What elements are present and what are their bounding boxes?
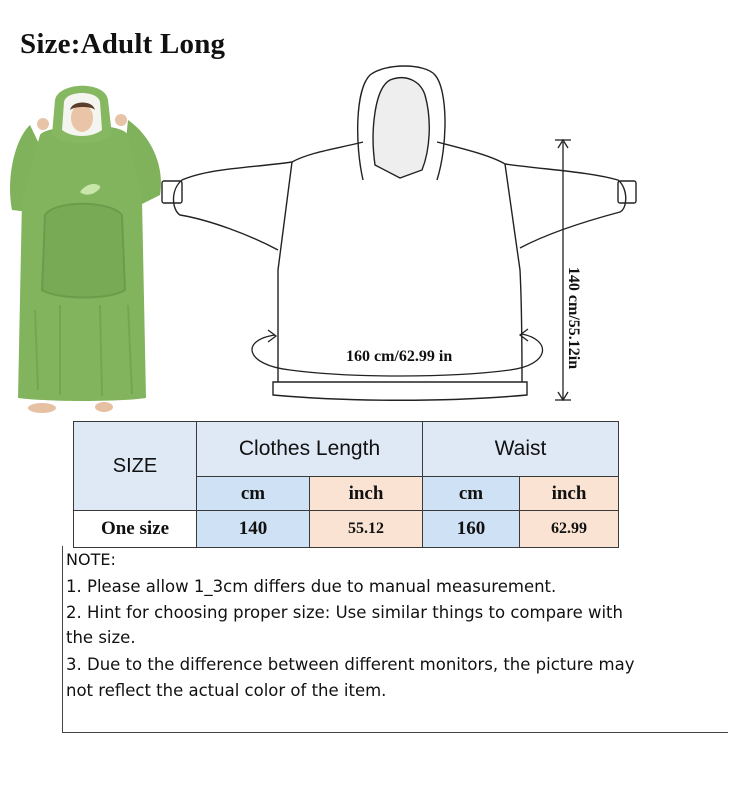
- note-line-2b: the size.: [66, 628, 136, 647]
- size-table: [73, 421, 619, 548]
- length-unit-inch: inch: [310, 477, 423, 511]
- width-dimension-label: 160 cm/62.99 in: [346, 348, 453, 365]
- note-line-2a: 2. Hint for choosing proper size: Use similar things to compare with: [66, 603, 623, 622]
- page-title: Size:Adult Long: [20, 28, 226, 60]
- waist-cm-value: 160: [423, 511, 520, 548]
- waist-inch-value: 62.99: [520, 511, 619, 548]
- waist-header: Waist: [423, 422, 619, 477]
- hoodie-blanket-illustration: [10, 86, 161, 413]
- clothes-length-header: Clothes Length: [197, 422, 423, 477]
- row-label: One size: [74, 511, 197, 548]
- length-inch-value: 55.12: [310, 511, 423, 548]
- note-heading: NOTE:: [66, 550, 116, 569]
- length-unit-cm: cm: [197, 477, 310, 511]
- length-cm-value: 140: [197, 511, 310, 548]
- waist-unit-inch: inch: [520, 477, 619, 511]
- size-header: SIZE: [74, 422, 197, 511]
- model-photo: [0, 80, 170, 425]
- waist-unit-cm: cm: [423, 477, 520, 511]
- note-box: [62, 546, 728, 733]
- length-dimension-label: 140 cm/55.12in: [565, 266, 582, 370]
- note-line-3b: not reflect the actual color of the item.: [66, 681, 387, 700]
- note-line-3a: 3. Due to the difference between different monitors, the picture may: [66, 655, 635, 674]
- note-line-1: 1. Please allow 1_3cm differs due to manual measurement.: [66, 577, 557, 596]
